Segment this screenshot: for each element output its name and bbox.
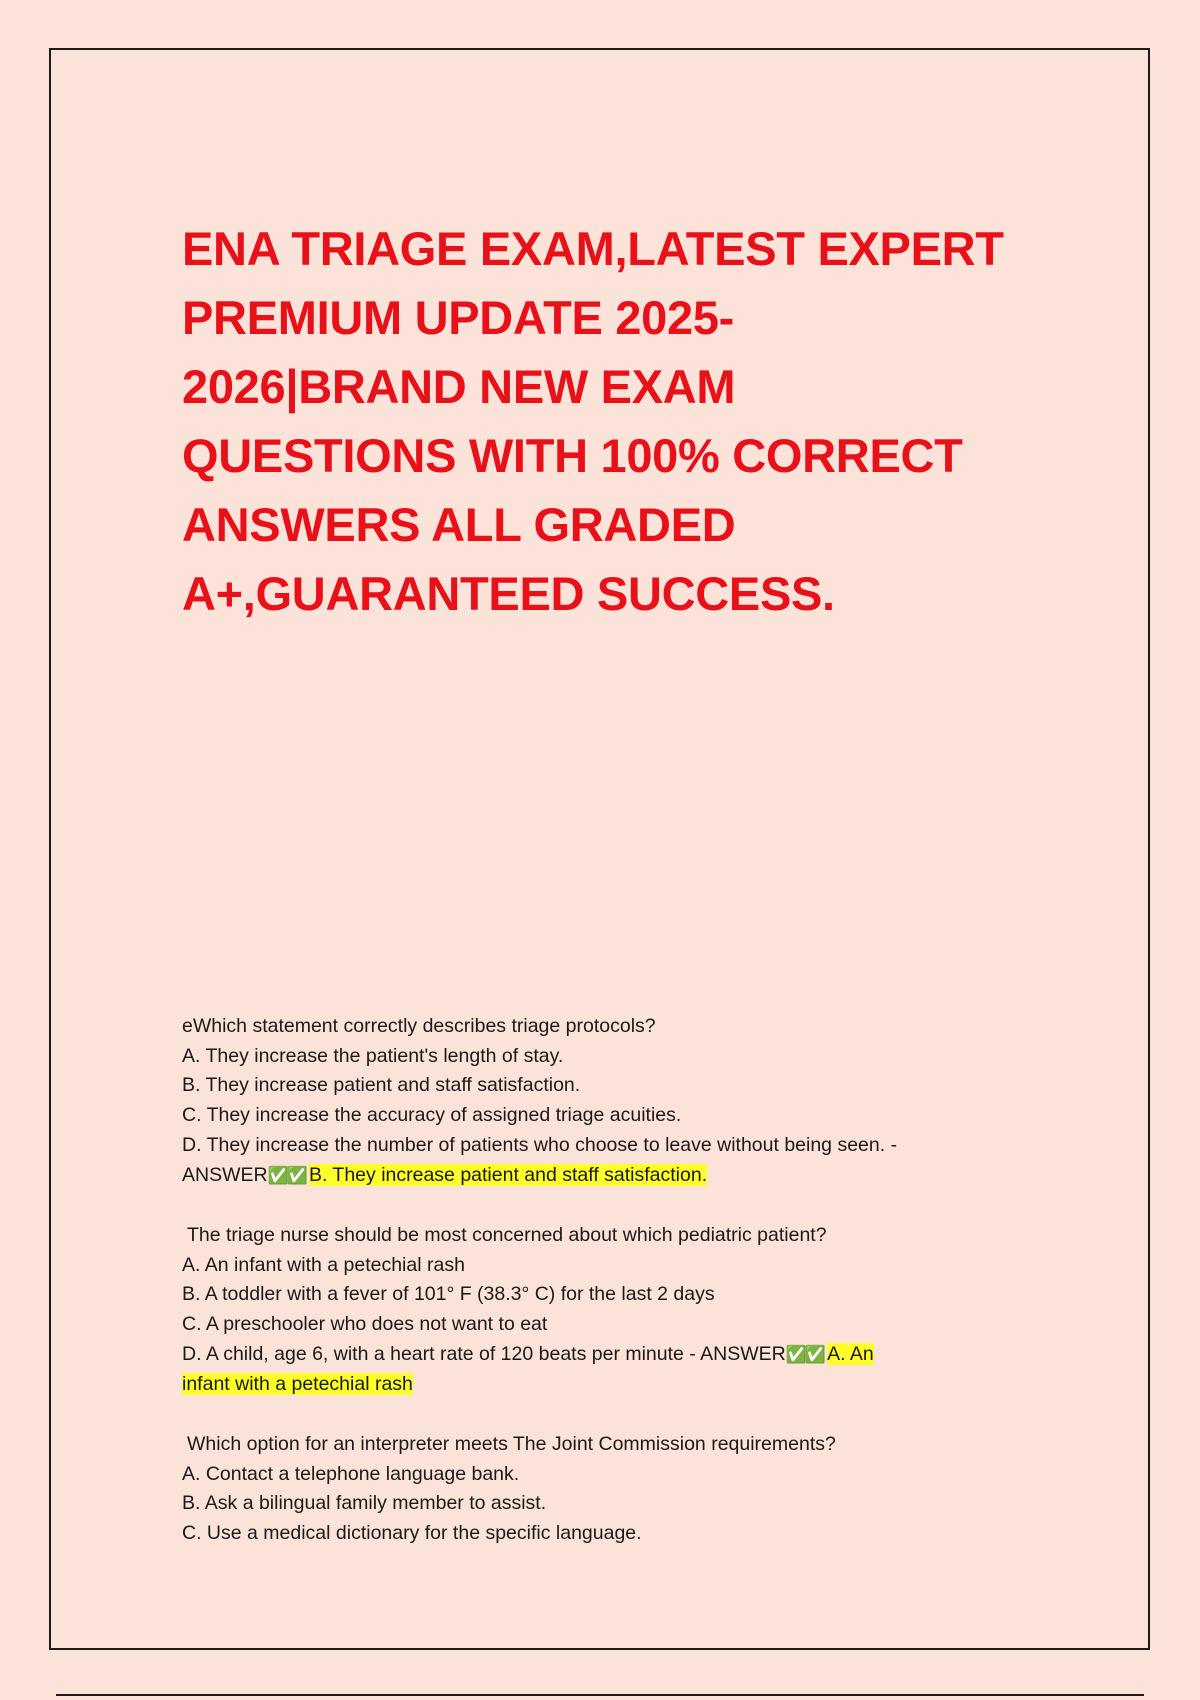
question-stem: eWhich statement correctly describes triage protocols? bbox=[182, 1015, 656, 1037]
title-line: 2026|BRAND NEW EXAM bbox=[182, 360, 736, 413]
document-title bbox=[182, 214, 1042, 628]
answer-option: C. They increase the accuracy of assigned triage acuities. bbox=[182, 1104, 682, 1127]
answer-prefix: ANSWER bbox=[182, 1163, 268, 1186]
answer-line bbox=[182, 1340, 1042, 1371]
title-line: ANSWERS ALL GRADED bbox=[182, 498, 736, 551]
answer-option: C. Use a medical dictionary for the specific language. bbox=[182, 1521, 642, 1544]
answer-option: B. Ask a bilingual family member to assist. bbox=[182, 1492, 547, 1515]
answer-option: D. A child, age 6, with a heart rate of 120 beats per minute - ANSWER bbox=[182, 1342, 786, 1365]
answer-option: D. They increase the number of patients who choose to leave without being seen. - bbox=[182, 1133, 898, 1156]
answer-line-continued bbox=[182, 1370, 1042, 1400]
spacer bbox=[182, 1191, 1042, 1221]
title-line: A+,GUARANTEED SUCCESS. bbox=[182, 567, 835, 620]
question-stem: The triage nurse should be most concerned about which pediatric patient? bbox=[187, 1223, 827, 1246]
correct-answer: infant with a petechial rash bbox=[182, 1373, 413, 1396]
title-line: QUESTIONS WITH 100% CORRECT bbox=[182, 429, 963, 482]
title-line: ENA TRIAGE EXAM,LATEST EXPERT bbox=[182, 222, 1004, 275]
question-block bbox=[182, 1221, 1042, 1400]
correct-answer: B. They increase patient and staff satisfaction. bbox=[308, 1163, 708, 1186]
question-stem: Which option for an interpreter meets The Joint Commission requirements? bbox=[187, 1432, 836, 1455]
question-block bbox=[182, 1430, 1042, 1549]
correct-answer: A. An bbox=[827, 1342, 874, 1365]
title-line: PREMIUM UPDATE 2025- bbox=[182, 291, 735, 344]
answer-option: C. A preschooler who does not want to eat bbox=[182, 1313, 548, 1336]
check-icon: ✅✅ bbox=[785, 1344, 825, 1365]
answer-option: A. Contact a telephone language bank. bbox=[182, 1462, 520, 1485]
answer-line bbox=[182, 1161, 1042, 1192]
answer-option: A. They increase the patient's length of stay. bbox=[182, 1044, 564, 1067]
check-icon: ✅✅ bbox=[267, 1165, 306, 1186]
question-list bbox=[182, 1012, 1042, 1549]
question-block bbox=[182, 1012, 1042, 1191]
spacer bbox=[182, 1400, 1042, 1430]
answer-option: B. They increase patient and staff satisfaction. bbox=[182, 1074, 581, 1097]
bottom-rule bbox=[56, 1694, 1144, 1696]
answer-option: B. A toddler with a fever of 101° F (38.3° C) for the last 2 days bbox=[182, 1283, 715, 1306]
answer-option: A. An infant with a petechial rash bbox=[182, 1253, 465, 1276]
